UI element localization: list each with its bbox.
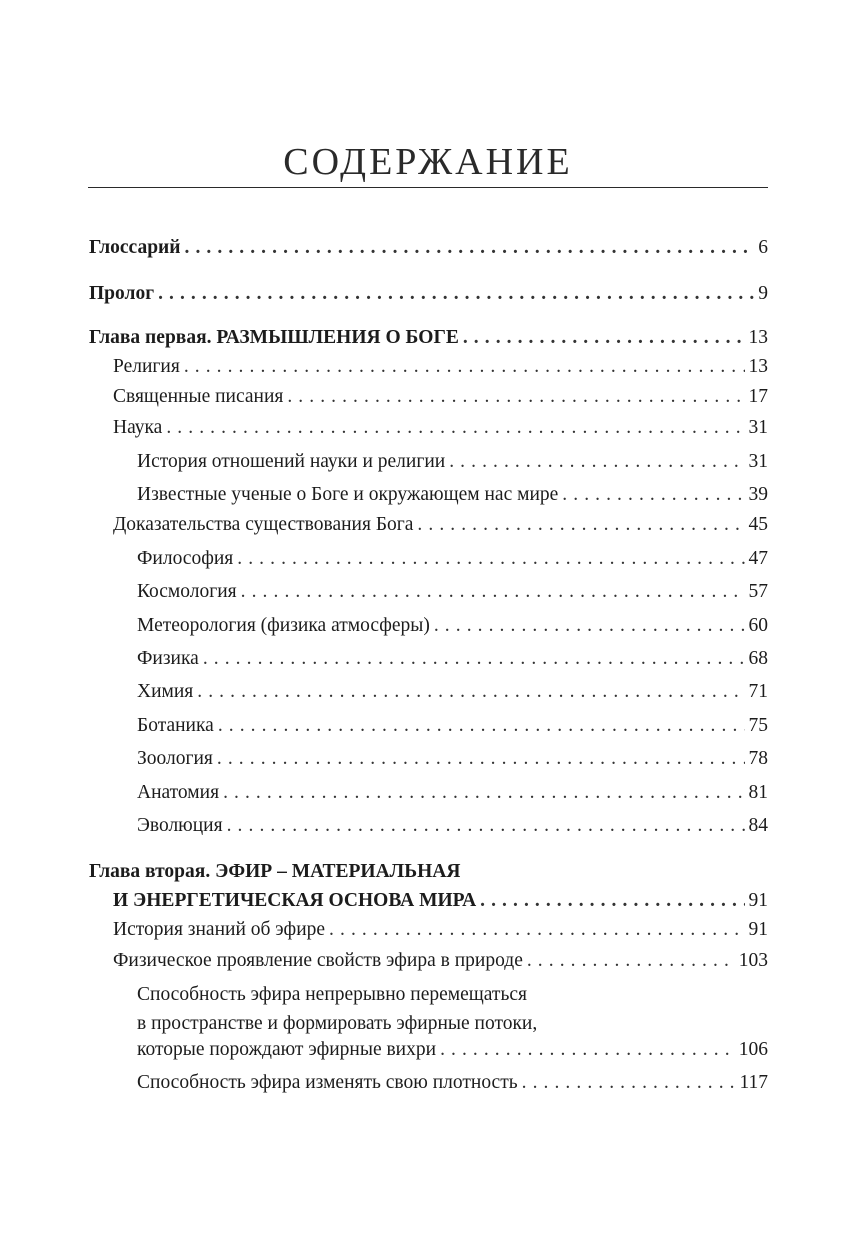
dot-leader: [158, 282, 754, 306]
toc-page-number: 117: [739, 1072, 768, 1093]
toc-entry-ether-properties[interactable]: [113, 949, 768, 973]
toc-entry-glossary[interactable]: [89, 236, 768, 260]
dot-leader: [522, 1071, 736, 1095]
toc-entry-zoology[interactable]: [137, 747, 768, 771]
toc-page-number: 60: [748, 615, 768, 636]
toc-page-number: 13: [748, 356, 768, 377]
dot-leader: [166, 416, 744, 440]
toc-entry-title: Ботаника: [137, 715, 214, 736]
dot-leader: [527, 949, 735, 973]
toc-page-number: 39: [748, 484, 768, 505]
toc-entry-evolution[interactable]: [137, 814, 768, 838]
toc-entry-title: Зоология: [137, 748, 213, 769]
toc-page-number: 57: [748, 581, 768, 602]
dot-leader: [463, 326, 745, 350]
toc-page-number: 68: [748, 648, 768, 669]
toc-page-number: 91: [748, 890, 768, 911]
toc-entry-title: История знаний об эфире: [113, 919, 326, 940]
toc-page-number: 45: [748, 514, 768, 535]
toc-page-number: 78: [748, 748, 768, 769]
toc-entry-ether-flows[interactable]: [137, 1038, 768, 1062]
toc-entry-title: Физическое проявление свойств эфира в природе: [113, 950, 523, 971]
toc-entry-title: Священные писания: [113, 386, 284, 407]
dot-leader: [287, 385, 744, 409]
toc-entry-title: Эволюция: [137, 815, 223, 836]
dot-leader: [562, 483, 744, 507]
dot-leader: [197, 680, 744, 704]
toc-entry-title: Доказательства существования Бога: [113, 514, 414, 535]
toc-entry-title: Способность эфира изменять свою плотность: [137, 1072, 518, 1093]
dot-leader: [237, 547, 744, 571]
toc-entry-cosmology[interactable]: [137, 580, 768, 604]
toc-entry-title: История отношений науки и религии: [137, 451, 446, 472]
toc-entry-physics[interactable]: [137, 647, 768, 671]
toc-entry-anatomy[interactable]: [137, 781, 768, 805]
toc-entry-title: Физика: [137, 648, 199, 669]
dot-leader: [227, 814, 745, 838]
toc-entry-science-religion-history[interactable]: [137, 450, 768, 474]
toc-entry-title: Философия: [137, 548, 234, 569]
toc-entry-science[interactable]: [113, 416, 768, 440]
dot-leader: [184, 355, 745, 379]
toc-entry-title: Известные ученые о Боге и окружающем нас мире: [137, 484, 559, 505]
toc-entry-famous-scientists[interactable]: [137, 483, 768, 507]
toc-page-number: 106: [738, 1039, 768, 1060]
dot-leader: [223, 781, 744, 805]
dot-leader: [185, 236, 755, 260]
toc-entry-chemistry[interactable]: [137, 680, 768, 704]
toc-entry-meteorology[interactable]: [137, 614, 768, 638]
toc-entry-prologue[interactable]: [89, 282, 768, 306]
toc-entry-title: Глава первая. РАЗМЫШЛЕНИЯ О БОГЕ: [89, 327, 459, 348]
toc-entry-religion[interactable]: [113, 355, 768, 379]
toc-page-number: 17: [748, 386, 768, 407]
toc-entry-title: которые порождают эфирные вихри: [137, 1039, 437, 1060]
toc-entry-title: Наука: [113, 417, 163, 438]
toc-page-number: 31: [748, 417, 768, 438]
toc-entry-ether-history[interactable]: [113, 918, 768, 942]
dot-leader: [417, 513, 744, 537]
toc-page-number: 81: [748, 782, 768, 803]
toc-page-number: 84: [748, 815, 768, 836]
toc-entry-title: Химия: [137, 681, 194, 702]
toc-entry-ether-density[interactable]: [137, 1071, 768, 1095]
dot-leader: [449, 450, 744, 474]
toc-entry-chapter-2[interactable]: [113, 889, 768, 913]
toc-entry-title: Космология: [137, 581, 237, 602]
dot-leader: [218, 714, 745, 738]
toc-entry-philosophy[interactable]: [137, 547, 768, 571]
toc-entry-ether-flows-line1[interactable]: Способность эфира непрерывно перемещаться: [137, 984, 527, 1005]
toc-page-number: 75: [748, 715, 768, 736]
toc-page-number: 9: [758, 283, 768, 304]
toc-entry-ether-flows-line2[interactable]: в пространстве и формировать эфирные потоки,: [137, 1013, 538, 1034]
toc-page-number: 6: [758, 237, 768, 258]
dot-leader: [217, 747, 745, 771]
title-divider: [88, 187, 768, 188]
dot-leader: [203, 647, 745, 671]
toc-entry-title: Анатомия: [137, 782, 220, 803]
page-title: СОДЕРЖАНИЕ: [283, 141, 573, 183]
toc-page-number: 13: [748, 327, 768, 348]
toc-entry-chapter-1[interactable]: [89, 326, 768, 350]
toc-page-number: 71: [748, 681, 768, 702]
toc-entry-scriptures[interactable]: [113, 385, 768, 409]
dot-leader: [434, 614, 745, 638]
toc-entry-chapter-2-line1[interactable]: Глава вторая. ЭФИР – МАТЕРИАЛЬНАЯ: [89, 861, 461, 882]
toc-page-number: 47: [748, 548, 768, 569]
toc-entry-title: Метеорология (физика атмосферы): [137, 615, 430, 636]
toc-entry-botany[interactable]: [137, 714, 768, 738]
dot-leader: [329, 918, 744, 942]
toc-entry-proofs[interactable]: [113, 513, 768, 537]
toc-entry-title: Глоссарий: [89, 237, 181, 258]
toc-page-number: 103: [738, 950, 768, 971]
toc-page-number: 31: [748, 451, 768, 472]
dot-leader: [440, 1038, 735, 1062]
dot-leader: [241, 580, 745, 604]
toc-entry-title: Пролог: [89, 283, 155, 304]
dot-leader: [480, 889, 744, 913]
toc-entry-title: И ЭНЕРГЕТИЧЕСКАЯ ОСНОВА МИРА: [113, 890, 477, 911]
toc-entry-title: Религия: [113, 356, 180, 377]
toc-page-number: 91: [748, 919, 768, 940]
